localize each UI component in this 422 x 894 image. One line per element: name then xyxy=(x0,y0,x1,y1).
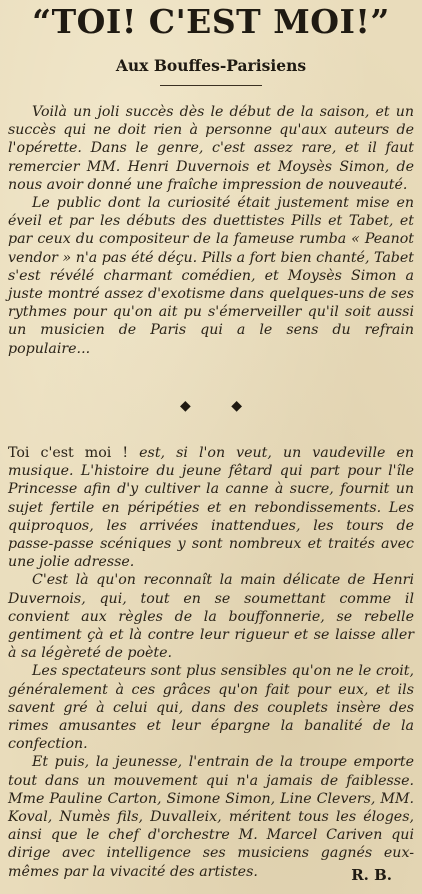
paragraph xyxy=(8,444,414,571)
article-section-1 xyxy=(8,103,414,358)
article-section-2 xyxy=(8,444,414,881)
paragraph-text: est, si l'on veut, un vaudeville en musique. L'histoire du jeune fêtard qui part pour l'île Princesse afin d'y cultiver la canne à sucre, fournit un sujet fertile en péripéties et en rebondissements. Les quiproquos, les arrivées inattendues, les tours de passe-passe scéniques y sont nombreux et traités avec une jolie adresse. xyxy=(8,445,414,571)
paragraph: Et puis, la jeunesse, l'entrain de la troupe emporte tout dans un mouvement qui n'a jamais de faiblesse. Mme Pauline Carton, Simone Simon, Line Clevers, MM. Koval, Numès fils, Duvalleix, méritent tous les éloges, ainsi que le chef d'orchestre M. Marcel Cariven qui dirige avec intelligence ses musiciens gagnés eux-mêmes par la vivacité des artistes. xyxy=(8,754,414,880)
article-headline: “TOI! C'EST MOI!” xyxy=(32,2,390,41)
article-subheadline: Aux Bouffes-Parisiens xyxy=(115,56,307,75)
paragraph: Voilà un joli succès dès le début de la saison, et un succès qui ne doit rien à personne qu'aux auteurs de l'opérette. Dans le genre, c'est assez rare, et il faut remercier MM. Henri Duvernois et Moysès Simon, de nous avoir donné une fraîche impression de nouveauté. xyxy=(8,104,414,193)
section-ornament: ◆ ◆ xyxy=(180,398,260,414)
paragraph: C'est là qu'on reconnaît la main délicate de Henri Duvernois, qui, tout en se soumettant comme il convient aux règles de la bouffonnerie, se rebelle gentiment çà et là contre leur rigueur et se laisse aller à sa légèreté de poète. xyxy=(8,572,414,662)
play-title-lead: Toi c'est moi ! xyxy=(8,445,129,461)
title-divider xyxy=(160,85,262,86)
paragraph: Les spectateurs sont plus sensibles qu'on ne le croit, généralement à ces grâces qu'on fait pour eux, et ils savent gré à celui qui, dans des couplets insère des rimes amusantes et leur épargne la banalité de la confection. xyxy=(8,663,414,753)
author-signature: R. B. xyxy=(351,866,392,884)
paragraph: Le public dont la curiosité était justement mise en éveil et par les débuts des duettistes Pills et Tabet, et par ceux du compositeur de la fameuse rumba « Peanot vendor » n'a pas été déçu. Pills a fort bien chanté, Tabet s'est révélé charmant comédien, et Moysès Simon a juste montré assez d'exotisme dans quelques-uns de ses rythmes pour qu'on ait pu s'émerveiller qu'il soit aussi un musicien de Paris qui a le sens du refrain populaire... xyxy=(8,195,414,357)
